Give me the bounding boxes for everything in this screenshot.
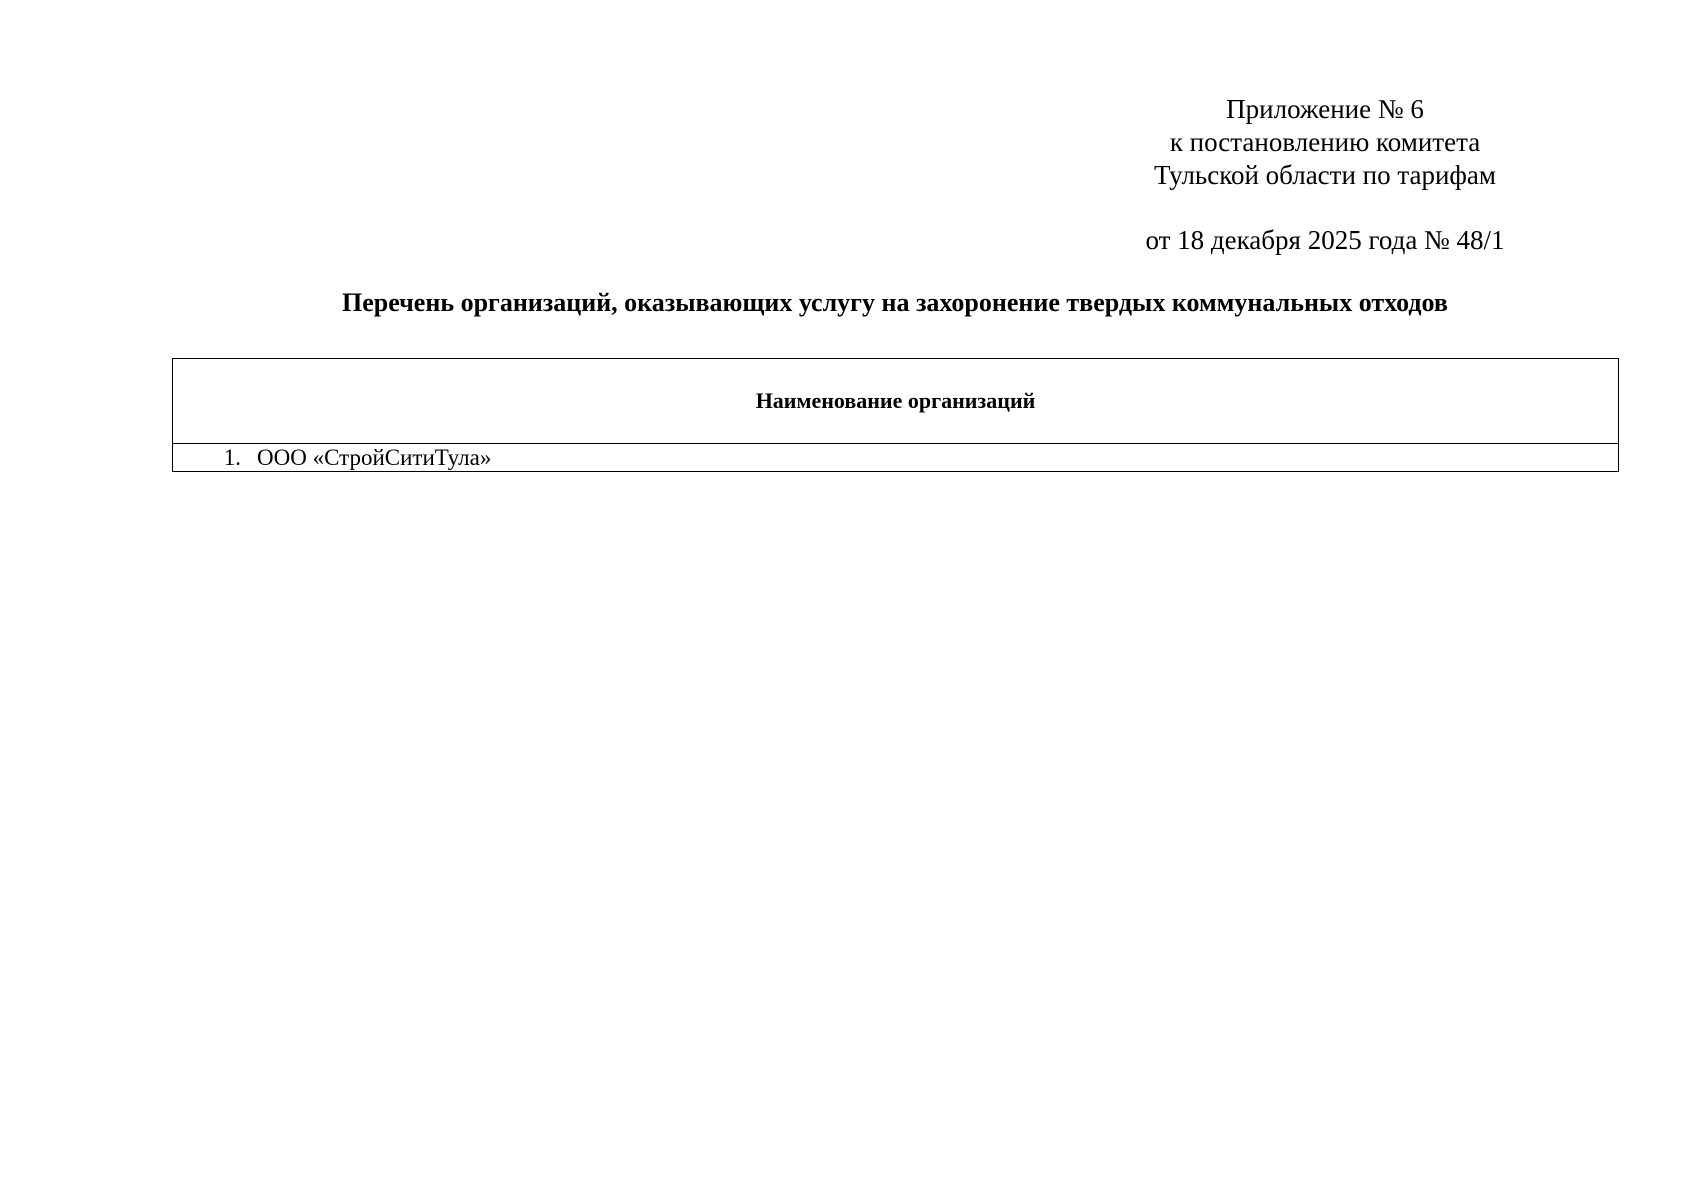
appendix-reference: к постановлению комитета (1169, 127, 1481, 157)
organizations-table (172, 358, 1619, 472)
organization-name: ООО «СтройСитиТула» (257, 444, 492, 470)
appendix-date: от 18 декабря 2025 года № 48/1 (1145, 225, 1505, 255)
document-title: Перечень организаций, оказывающих услугу на захоронение твердых коммунальных отходов (342, 288, 1448, 317)
appendix-authority: Тульской области по тарифам (1153, 160, 1496, 190)
appendix-header (1105, 93, 1545, 192)
appendix-number: Приложение № 6 (1226, 94, 1424, 124)
row-number: 1. (223, 444, 241, 470)
table-header-row (173, 359, 1619, 444)
column-header-organization-name: Наименование организаций (173, 359, 1619, 444)
table-row (173, 444, 1619, 472)
table-cell (173, 444, 1619, 472)
